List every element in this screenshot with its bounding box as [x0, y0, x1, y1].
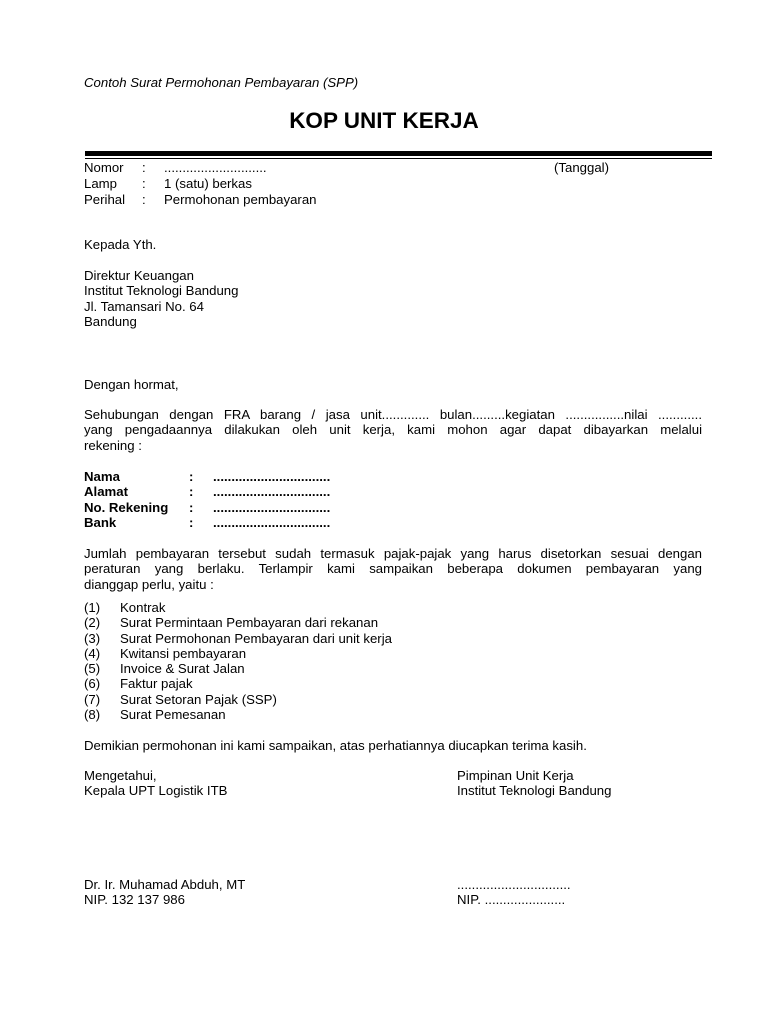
bank-colon: : — [189, 469, 194, 484]
meta-value: ............................ — [164, 160, 267, 175]
bank-value: ................................ — [213, 469, 331, 484]
list-text: Surat Setoran Pajak (SSP) — [120, 691, 277, 707]
signature-title: Pimpinan Unit Kerja — [457, 768, 574, 783]
recipient-line: Jl. Tamansari No. 64 — [84, 298, 204, 314]
signatory-right — [457, 877, 571, 908]
bank-value: ................................ — [213, 514, 331, 530]
letter-date: (Tanggal) — [554, 160, 609, 175]
paragraph-line: peraturan yang berlaku. Terlampir kami sampaikan beberapa dokumen pembayaran yang — [84, 561, 702, 577]
paragraph-line: Sehubungan dengan FRA barang / jasa unit............. bulan.........kegiatan ................nilai ............ — [84, 407, 702, 422]
bank-label: Alamat — [84, 484, 128, 500]
signature-title: Mengetahui, — [84, 768, 157, 783]
list-number: (5) — [84, 661, 101, 677]
list-item — [84, 692, 392, 707]
recipient-line: Bandung — [84, 313, 137, 329]
document-list — [84, 600, 392, 722]
letterhead-rule-thick — [85, 151, 712, 156]
signatory-left — [84, 877, 245, 908]
bank-details — [84, 469, 330, 530]
meta-label: Nomor — [84, 160, 124, 175]
bank-label: No. Rekening — [84, 499, 169, 515]
list-number: (6) — [84, 676, 101, 692]
salutation: Dengan hormat, — [84, 377, 179, 392]
meta-label: Lamp — [84, 176, 117, 191]
list-item — [84, 631, 392, 646]
meta-row-perihal — [84, 192, 317, 208]
signatory-name: ............................... — [457, 877, 571, 892]
list-number: (2) — [84, 615, 101, 631]
paragraph-request — [84, 407, 702, 453]
bank-label: Nama — [84, 469, 120, 484]
bank-label: Bank — [84, 514, 117, 530]
bank-row — [84, 500, 330, 515]
bank-value: ................................ — [213, 484, 331, 500]
meta-value: 1 (satu) berkas — [164, 176, 252, 191]
meta-colon: : — [142, 176, 146, 191]
list-text: Kontrak — [120, 600, 166, 615]
bank-colon: : — [189, 514, 194, 530]
list-number: (8) — [84, 707, 101, 723]
list-text: Faktur pajak — [120, 676, 193, 692]
list-item — [84, 707, 392, 722]
paragraph-line: dianggap perlu, yaitu : — [84, 576, 214, 592]
letterhead-title: KOP UNIT KERJA — [289, 108, 479, 133]
list-text: Surat Permohonan Pembayaran dari unit kerja — [120, 630, 392, 646]
signature-block-right — [457, 768, 611, 799]
signature-block-left — [84, 768, 227, 799]
bank-row — [84, 484, 330, 499]
bank-colon: : — [189, 484, 194, 500]
signatory-nip: NIP. ...................... — [457, 892, 566, 908]
paragraph-line: yang pengadaannya dilakukan oleh unit kerja, kami mohon agar dapat dibayarkan melalui — [84, 422, 702, 438]
list-text: Surat Pemesanan — [120, 707, 226, 723]
list-text: Kwitansi pembayaran — [120, 645, 247, 661]
meta-row-nomor — [84, 160, 317, 176]
recipient-address — [84, 268, 238, 329]
meta-value: Permohonan pembayaran — [164, 192, 317, 207]
bank-row — [84, 469, 330, 484]
list-number: (4) — [84, 645, 101, 661]
recipient-line: Direktur Keuangan — [84, 268, 194, 283]
document-caption: Contoh Surat Permohonan Pembayaran (SPP) — [84, 75, 359, 90]
bank-row — [84, 515, 330, 530]
recipient-line: Institut Teknologi Bandung — [84, 283, 239, 299]
signature-position: Kepala UPT Logistik ITB — [84, 783, 228, 799]
list-text: Invoice & Surat Jalan — [120, 661, 245, 677]
list-item — [84, 615, 392, 630]
meta-colon: : — [142, 192, 146, 207]
list-number: (7) — [84, 691, 101, 707]
signatory-name: Dr. Ir. Muhamad Abduh, MT — [84, 877, 246, 892]
paragraph-attachments — [84, 546, 702, 592]
bank-colon: : — [189, 499, 194, 515]
list-item — [84, 676, 392, 691]
signature-position: Institut Teknologi Bandung — [457, 783, 612, 799]
meta-colon: : — [142, 160, 146, 175]
meta-label: Perihal — [84, 192, 126, 207]
paragraph-line: Jumlah pembayaran tersebut sudah termasuk pajak-pajak yang harus disetorkan sesuai dengan — [84, 546, 702, 561]
letter-meta — [84, 160, 317, 208]
list-item — [84, 646, 392, 661]
closing-sentence: Demikian permohonan ini kami sampaikan, atas perhatiannya diucapkan terima kasih. — [84, 738, 587, 753]
list-number: (1) — [84, 600, 101, 615]
signatory-nip: NIP. 132 137 986 — [84, 892, 185, 908]
paragraph-line: rekening : — [84, 437, 142, 453]
list-item — [84, 600, 392, 615]
recipient-greeting: Kepada Yth. — [84, 237, 157, 252]
list-number: (3) — [84, 630, 101, 646]
list-text: Surat Permintaan Pembayaran dari rekanan — [120, 615, 379, 631]
letterhead-rule-thin — [85, 158, 712, 159]
list-item — [84, 661, 392, 676]
bank-value: ................................ — [213, 499, 331, 515]
meta-row-lamp — [84, 176, 317, 192]
